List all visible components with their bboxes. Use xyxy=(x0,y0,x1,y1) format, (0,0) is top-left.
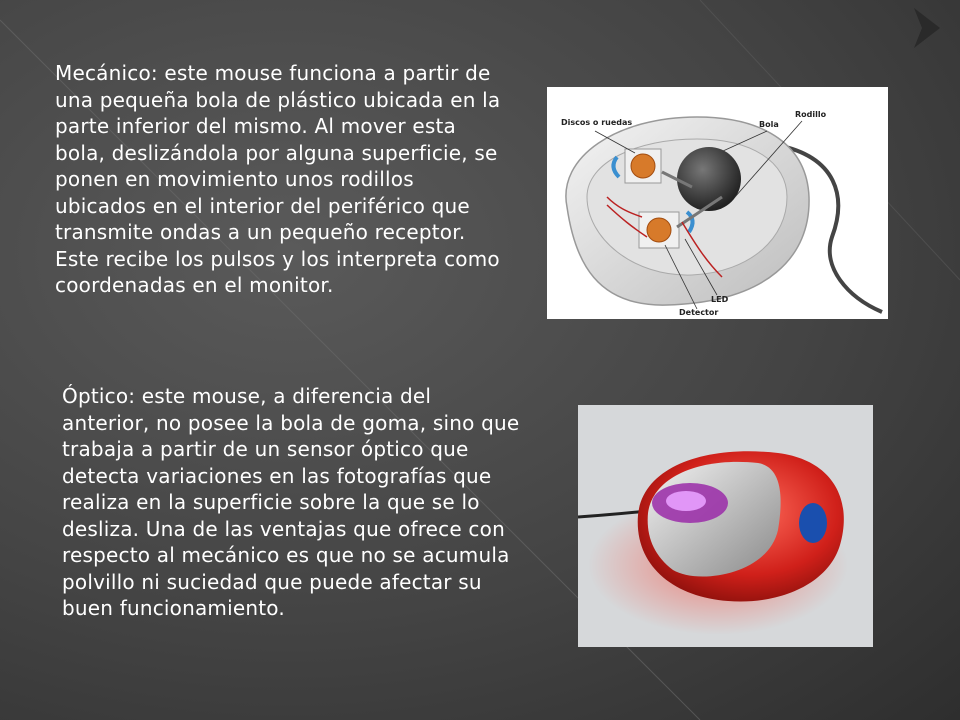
optical-mouse-photo xyxy=(578,405,873,647)
corner-arrow-icon xyxy=(900,0,960,60)
paragraph-mechanical: Mecánico: este mouse funciona a partir de una pequeña bola de plástico ubicada en la parte inferior del mismo. Al mover esta bola, deslizándola por alguna superficie, se ponen en movimiento unos rodillos ubicados en el interior del periférico que transmite ondas a un pequeño receptor. Este recibe los pulsos y los interpreta como coordenadas en el monitor. xyxy=(55,61,501,297)
mechanical-mouse-diagram xyxy=(547,87,888,319)
label-discos: Discos o ruedas xyxy=(561,118,633,127)
label-led: LED xyxy=(711,295,729,304)
label-rodillo: Rodillo xyxy=(795,110,827,119)
label-detector: Detector xyxy=(679,308,719,317)
label-bola: Bola xyxy=(759,120,779,129)
paragraph-optical: Óptico: este mouse, a diferencia del anterior, no posee la bola de goma, sino que trabaja a partir de un sensor óptico que detecta variaciones en las fotografías que realiza en la superficie sobre la que se lo desliza. Una de las ventajas que ofrece con respecto al mecánico es que no se acumula polvillo ni suciedad que puede afectar su buen funcionamiento. xyxy=(62,384,520,620)
